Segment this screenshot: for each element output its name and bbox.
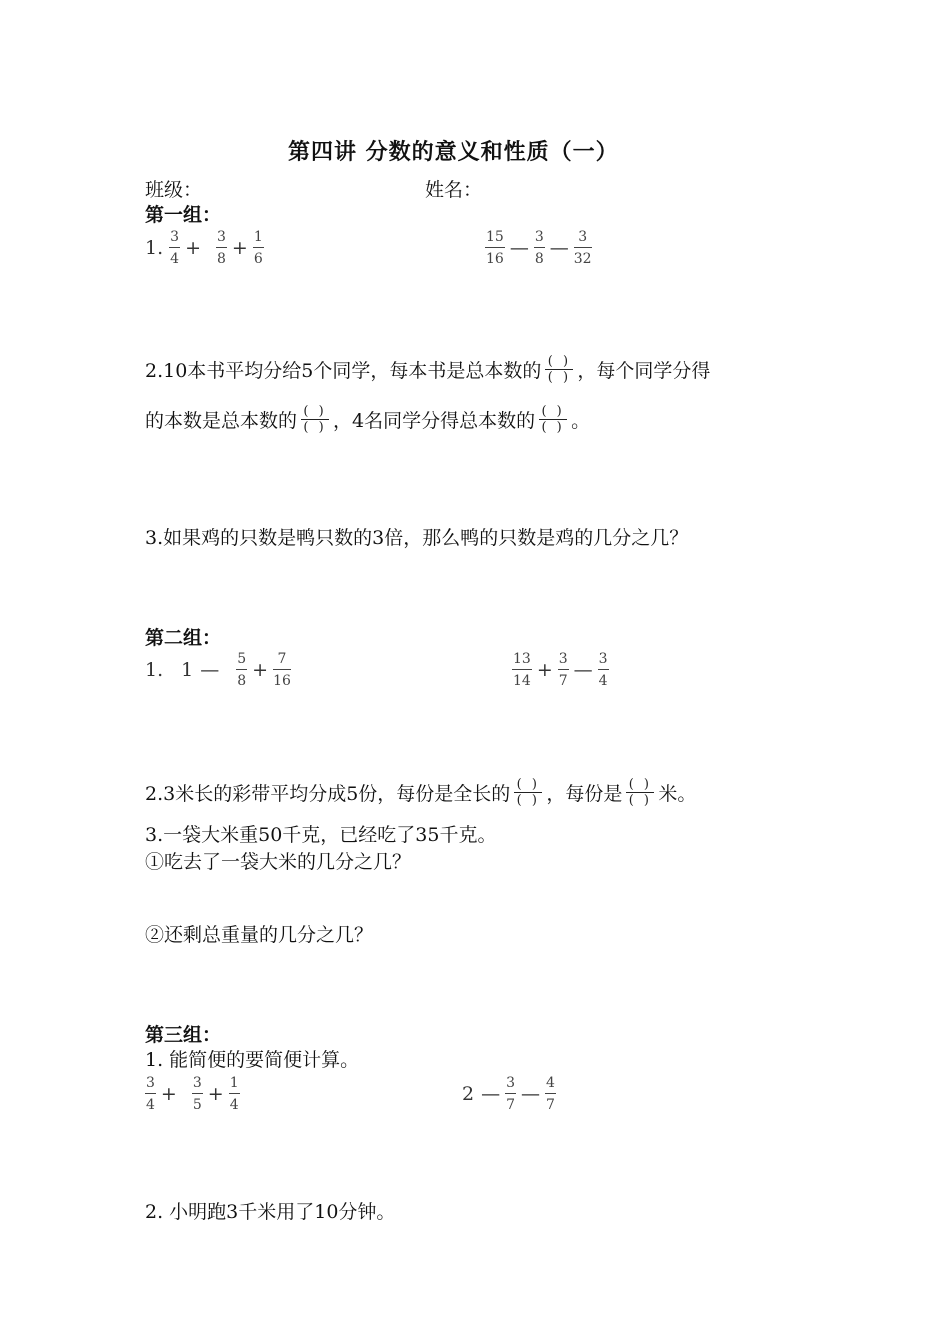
- question-text: 。: [571, 410, 591, 432]
- group3-heading: 第三组：: [145, 1024, 222, 1046]
- operator: —: [509, 236, 529, 259]
- fraction-blank: ( ) ( ): [539, 405, 567, 434]
- group1-q2-line1: [145, 355, 710, 384]
- fraction: 5 8: [237, 651, 247, 689]
- question-text: 2.10本书平均分给5个同学，每本书是总本数的: [145, 360, 542, 382]
- fraction: 13 14: [513, 651, 531, 689]
- fraction: 3 32: [573, 229, 592, 267]
- fraction: 3 4: [598, 651, 608, 689]
- question-number: 1.: [145, 659, 164, 681]
- group1-heading: 第一组：: [145, 204, 222, 226]
- operator: —: [481, 1082, 501, 1105]
- fraction-blank: ( ) ( ): [626, 778, 654, 807]
- question-text: ，4名同学分得总本数的: [333, 410, 536, 432]
- fraction: 4 7: [546, 1075, 555, 1113]
- fraction-blank: ( ) ( ): [514, 778, 542, 807]
- question-text: ，每个同学分得: [577, 360, 711, 382]
- page-title: 第四讲 分数的意义和性质（一）: [288, 139, 619, 165]
- fraction: 3 8: [216, 229, 226, 267]
- group1-q3: 3.如果鸡的只数是鸭只数的3倍，那么鸭的只数是鸡的几分之几？: [145, 527, 689, 549]
- operator: +: [185, 236, 201, 259]
- question-text: ，每份是: [546, 783, 623, 805]
- operator: +: [160, 1082, 177, 1105]
- operator: +: [536, 658, 553, 681]
- fraction: 3 5: [192, 1075, 202, 1113]
- fraction: 15 16: [486, 229, 504, 267]
- fraction: 1 6: [253, 229, 263, 267]
- name-label: 姓名：: [425, 179, 483, 201]
- group2-q3-part2: ②还剩总重量的几分之几？: [145, 924, 374, 946]
- group3-q1-expr2: [462, 1076, 558, 1112]
- class-label: 班级：: [145, 179, 203, 201]
- group3-q1: 1. 能简便的要简便计算。: [145, 1049, 360, 1071]
- fraction: 1 4: [229, 1075, 239, 1113]
- group3-q1-expr1: [143, 1076, 242, 1112]
- group2-q1-expr1: [145, 652, 293, 688]
- whole-number: 1: [181, 659, 194, 681]
- operator: —: [200, 658, 220, 681]
- group3-q2: 2. 小明跑3千米用了10分钟。: [145, 1201, 396, 1223]
- fraction-blank: ( ) ( ): [545, 355, 573, 384]
- fraction: 3 7: [558, 651, 568, 689]
- group2-q1-expr2: [510, 652, 611, 688]
- group2-q2: [145, 778, 696, 807]
- fraction: 3 8: [534, 229, 544, 267]
- fraction: 3 7: [506, 1075, 516, 1113]
- group2-q3: 3.一袋大米重50千克，已经吃了35千克。: [145, 824, 497, 846]
- group2-heading: 第二组：: [145, 627, 222, 649]
- fraction: 3 4: [146, 1075, 155, 1113]
- operator: —: [549, 236, 569, 259]
- whole-number: 2: [462, 1083, 475, 1105]
- question-number: 1.: [145, 237, 164, 259]
- group2-q3-part1: ①吃去了一袋大米的几分之几？: [145, 851, 412, 873]
- question-text: 米。: [658, 783, 697, 805]
- operator: —: [573, 658, 593, 681]
- operator: +: [231, 236, 248, 259]
- group1-q2-line2: [145, 405, 590, 434]
- group1-q1-expr2: [483, 230, 594, 266]
- question-text: 的本数是总本数的: [145, 410, 298, 432]
- fraction: 3 4: [170, 229, 180, 267]
- operator: —: [521, 1082, 541, 1105]
- operator: +: [207, 1082, 224, 1105]
- group1-q1-expr1: [145, 230, 266, 266]
- question-text: 2.3米长的彩带平均分成5份，每份是全长的: [145, 783, 511, 805]
- fraction-blank: ( ) ( ): [301, 405, 329, 434]
- fraction: 7 16: [273, 651, 291, 689]
- operator: +: [252, 658, 269, 681]
